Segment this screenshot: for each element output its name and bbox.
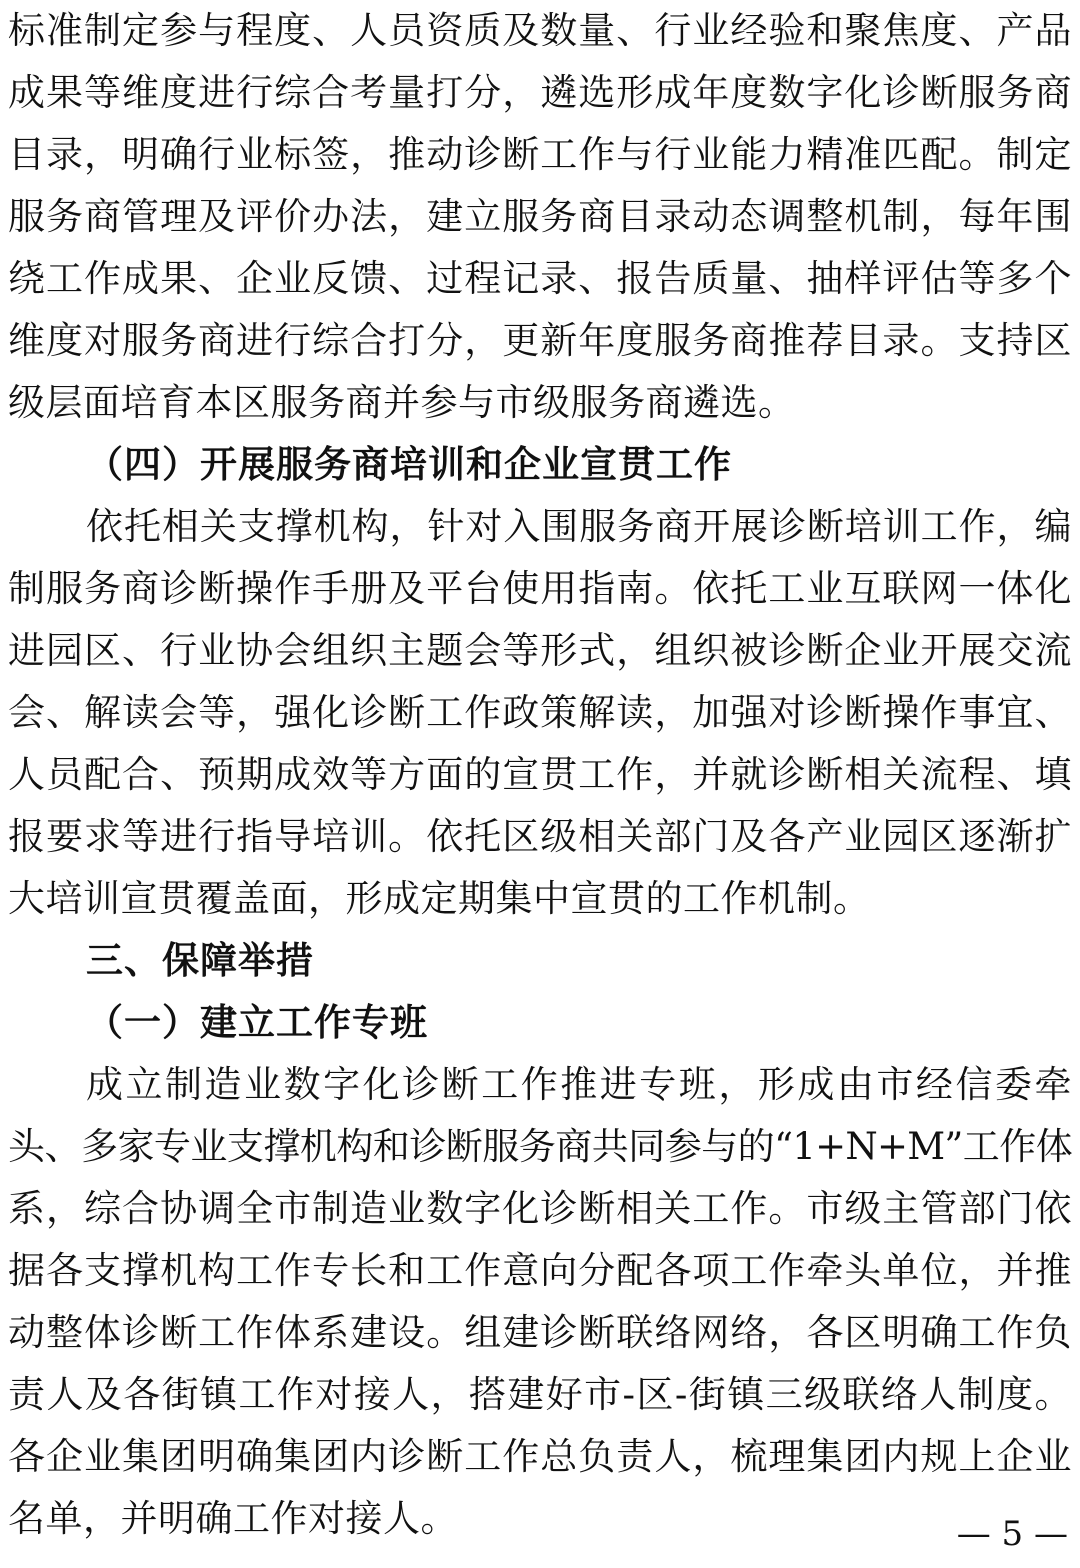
paragraph-1-line-5: 绕工作成果、企业反馈、过程记录、报告质量、抽样评估等多个 [8,257,1072,300]
section-heading-3: 三、保障举措 [86,939,314,982]
paragraph-2-line-5: 人员配合、预期成效等方面的宣贯工作，并就诊断相关流程、填 [8,753,1072,796]
paragraph-3-line-8: 名单，并明确工作对接人。 [8,1497,458,1540]
paragraph-2-line-7: 大培训宣贯覆盖面，形成定期集中宣贯的工作机制。 [8,877,871,920]
paragraph-3-line-7: 各企业集团明确集团内诊断工作总负责人，梳理集团内规上企业 [8,1435,1072,1478]
paragraph-1-line-2: 成果等维度进行综合考量打分，遴选形成年度数字化诊断服务商 [8,71,1072,114]
paragraph-2-line-3: 进园区、行业协会组织主题会等形式，组织被诊断企业开展交流 [8,629,1072,672]
paragraph-1-line-1: 标准制定参与程度、人员资质及数量、行业经验和聚焦度、产品 [8,9,1072,52]
paragraph-2-line-1: 依托相关支撑机构，针对入围服务商开展诊断培训工作，编 [86,505,1072,548]
paragraph-1-line-4: 服务商管理及评价办法，建立服务商目录动态调整机制，每年围 [8,195,1072,238]
paragraph-1-line-3: 目录，明确行业标签，推动诊断工作与行业能力精准匹配。制定 [8,133,1072,176]
subsection-heading-4: （四）开展服务商培训和企业宣贯工作 [86,443,732,486]
paragraph-3-line-3: 系，综合协调全市制造业数字化诊断相关工作。市级主管部门依 [8,1187,1072,1230]
paragraph-3-line-6: 责人及各街镇工作对接人，搭建好市-区-街镇三级联络人制度。 [8,1373,1072,1416]
paragraph-1-line-6: 维度对服务商进行综合打分，更新年度服务商推荐目录。支持区 [8,319,1072,362]
paragraph-3-line-2: 头、多家专业支撑机构和诊断服务商共同参与的“1+N+M”工作体 [8,1125,1072,1168]
paragraph-2-line-4: 会、解读会等，强化诊断工作政策解读，加强对诊断操作事宜、 [8,691,1072,734]
page-number: — 5 — [956,1514,1068,1554]
paragraph-3-line-1: 成立制造业数字化诊断工作推进专班，形成由市经信委牵 [86,1063,1072,1106]
paragraph-3-line-4: 据各支撑机构工作专长和工作意向分配各项工作牵头单位，并推 [8,1249,1072,1292]
paragraph-2-line-6: 报要求等进行指导培训。依托区级相关部门及各产业园区逐渐扩 [8,815,1072,858]
paragraph-1-line-7: 级层面培育本区服务商并参与市级服务商遴选。 [8,381,796,424]
paragraph-2-line-2: 制服务商诊断操作手册及平台使用指南。依托工业互联网一体化 [8,567,1072,610]
paragraph-3-line-5: 动整体诊断工作体系建设。组建诊断联络网络，各区明确工作负 [8,1311,1072,1354]
subsection-heading-1: （一）建立工作专班 [86,1001,428,1044]
